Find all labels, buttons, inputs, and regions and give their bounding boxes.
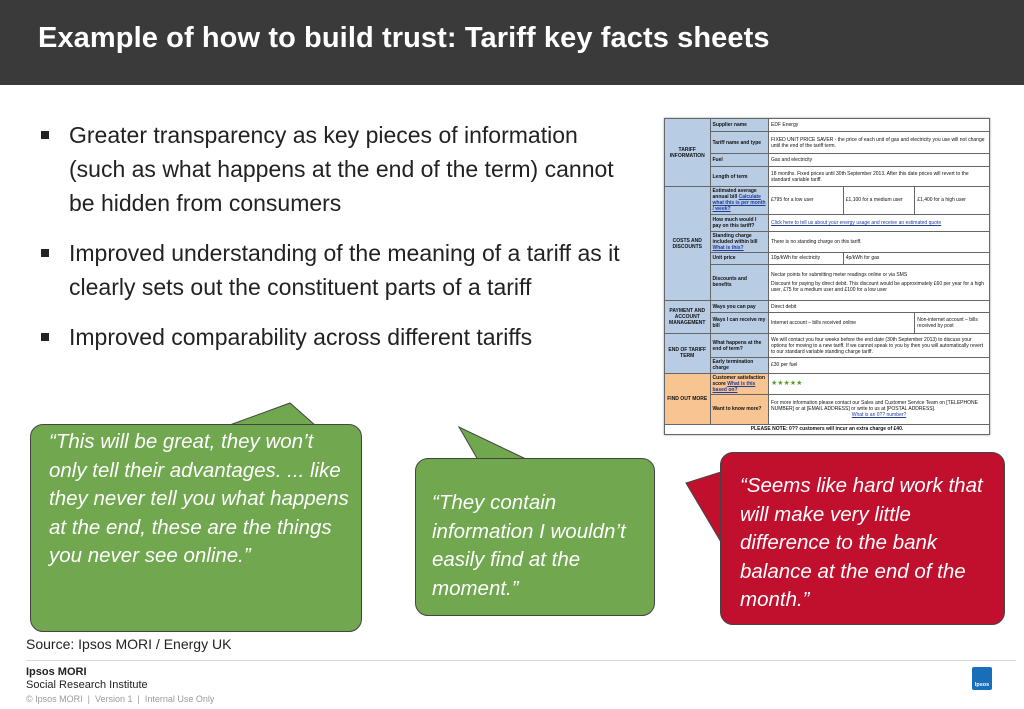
row-value: 10p/kWh for electricity — [769, 252, 844, 264]
bullet-text: Improved comparability across different tariffs — [69, 324, 533, 350]
bullet-item — [38, 236, 628, 304]
brand-block — [26, 666, 148, 692]
row-value: £30 per fuel — [769, 358, 990, 373]
row-label: Discounts and benefits — [710, 264, 769, 300]
row-value: 4p/kWh for gas — [843, 252, 989, 264]
row-label: Standing charge included within bill What is this? — [710, 231, 769, 252]
row-label: Unit price — [710, 252, 769, 264]
row-value: EDF Energy — [769, 119, 990, 132]
category-payment-and-account-management: PAYMENT AND ACCOUNT MANAGEMENT — [665, 301, 711, 334]
row-label: Supplier name — [710, 119, 769, 132]
row-value: FIXED UNIT PRICE SAVER - the price of each unit of gas and electricity you use will not change until the end of the tariff term. — [769, 132, 990, 154]
copyright: © Ipsos MORI — [26, 694, 83, 704]
classification: Internal Use Only — [144, 694, 215, 704]
brand-institute: Social Research Institute — [26, 679, 148, 691]
quote-text: “This will be great, they won’t only tell their advantages. ... like they never tell you what happens at the end, these are the things you never see online.” — [49, 430, 349, 567]
quote-link[interactable]: Click here to tell us about your energy usage and receive an estimated quote — [769, 214, 990, 231]
row-value: £795 for a low user — [769, 187, 844, 214]
quote-bubble-negative — [720, 452, 1005, 625]
bullet-text: Greater transparency as key pieces of information (such as what happens at the end of the term) cannot be hidden from consumers — [69, 122, 614, 216]
row-value: Nectar points for submitting meter readings online or via SMS Discount for paying by direct debit. This discount would be approximately £60 per year for a high user, £75 for a medium user and £100 for a low user — [769, 264, 990, 300]
quote-text: “They contain information I wouldn’t easily find at the moment.” — [432, 491, 626, 600]
row-value: Internet account – bills received online — [769, 313, 915, 334]
bullet-text: Improved understanding of the meaning of a tariff as it clearly sets out the constituent parts of a tariff — [69, 240, 620, 300]
row-value: For more information please contact our Sales and Customer Service Team on [TELEPHONE NUMBER] or at [EMAIL ADDRESS] or write to us at [POSTAL ADDRESS]. What is an 0?? number? — [769, 394, 990, 424]
row-label: Length of term — [710, 167, 769, 187]
row-label: Early termination charge — [710, 358, 769, 373]
row-value: £1,100 for a medium user — [843, 187, 915, 214]
footer-divider — [26, 660, 1016, 661]
what-is-this-link[interactable]: What is this? — [712, 244, 744, 251]
tariff-facts-sheet — [664, 118, 990, 435]
satisfaction-basis-link[interactable]: What is this based on? — [712, 380, 756, 393]
square-bullet-icon — [41, 131, 49, 139]
ipsos-logo: Ipsos — [972, 667, 992, 690]
category-find-out-more: FIND OUT MORE — [665, 373, 711, 424]
bubble-tail-3 — [686, 472, 721, 542]
row-label: Ways you can pay — [710, 301, 769, 313]
category-end-of-tariff-term: END OF TARIFF TERM — [665, 334, 711, 373]
quote-bubble-positive — [415, 458, 655, 616]
row-value: Direct debit — [769, 301, 990, 313]
facts-table — [664, 118, 990, 435]
number-info-link[interactable]: What is an 0?? number? — [851, 412, 907, 419]
version: Version 1 — [95, 694, 133, 704]
slide-title: Example of how to build trust: Tariff key facts sheets — [38, 22, 770, 54]
row-label: How much would I pay on this tariff? — [710, 214, 769, 231]
row-value: £1,400 for a high user — [915, 187, 990, 214]
row-label: What happens at the end of term? — [710, 334, 769, 358]
category-tariff-information: TARIFF INFORMATION — [665, 119, 711, 187]
star-rating: ★★★★★ — [769, 373, 990, 394]
title-bar — [0, 0, 1024, 85]
bullet-list — [38, 118, 628, 370]
row-value: We will contact you four weeks before the end date (30th September 2013) to discuss your options for moving to a new tariff. If we cannot speak to you by then you will automatically revert to our standard variable standing charge tariff. — [769, 334, 990, 358]
bubble-tail-1 — [227, 403, 316, 426]
category-costs-and-discounts: COSTS AND DISCOUNTS — [665, 187, 711, 301]
square-bullet-icon — [41, 333, 49, 341]
row-label: Tariff name and type — [710, 132, 769, 154]
bullet-item — [38, 320, 628, 354]
row-label: Estimated average annual bill Calculate what this is per month / week? — [710, 187, 769, 214]
row-value: Non-internet account – bills received by post — [915, 313, 990, 334]
row-label: Fuel — [710, 154, 769, 167]
footer: © Ipsos MORI | Version 1 | Internal Use Only — [26, 694, 215, 704]
square-bullet-icon — [41, 249, 49, 257]
row-label: Want to know more? — [710, 394, 769, 424]
row-value: Gas and electricity — [769, 154, 990, 167]
quote-bubble-positive — [30, 424, 362, 632]
row-value: There is no standing charge on this tariff. — [769, 231, 990, 252]
row-value: 18 months. Fixed prices until 30th September 2013. After this date prices will revert to the standard variable tariff. — [769, 167, 990, 187]
source-note: Source: Ipsos MORI / Energy UK — [26, 636, 232, 652]
row-label: Customer satisfaction score What is this based on? — [710, 373, 769, 394]
bullet-item — [38, 118, 628, 220]
quote-text: “Seems like hard work that will make very little difference to the bank balance at the end of the month.” — [740, 474, 983, 611]
row-label: Ways I can receive my bill — [710, 313, 769, 334]
bubble-tail-2 — [459, 427, 528, 460]
sheet-note: PLEASE NOTE: 0?? customers will incur an extra charge of £40. — [665, 424, 990, 434]
brand-name: Ipsos MORI — [26, 666, 87, 678]
calculate-link[interactable]: Calculate what this is per month / week? — [712, 194, 766, 213]
